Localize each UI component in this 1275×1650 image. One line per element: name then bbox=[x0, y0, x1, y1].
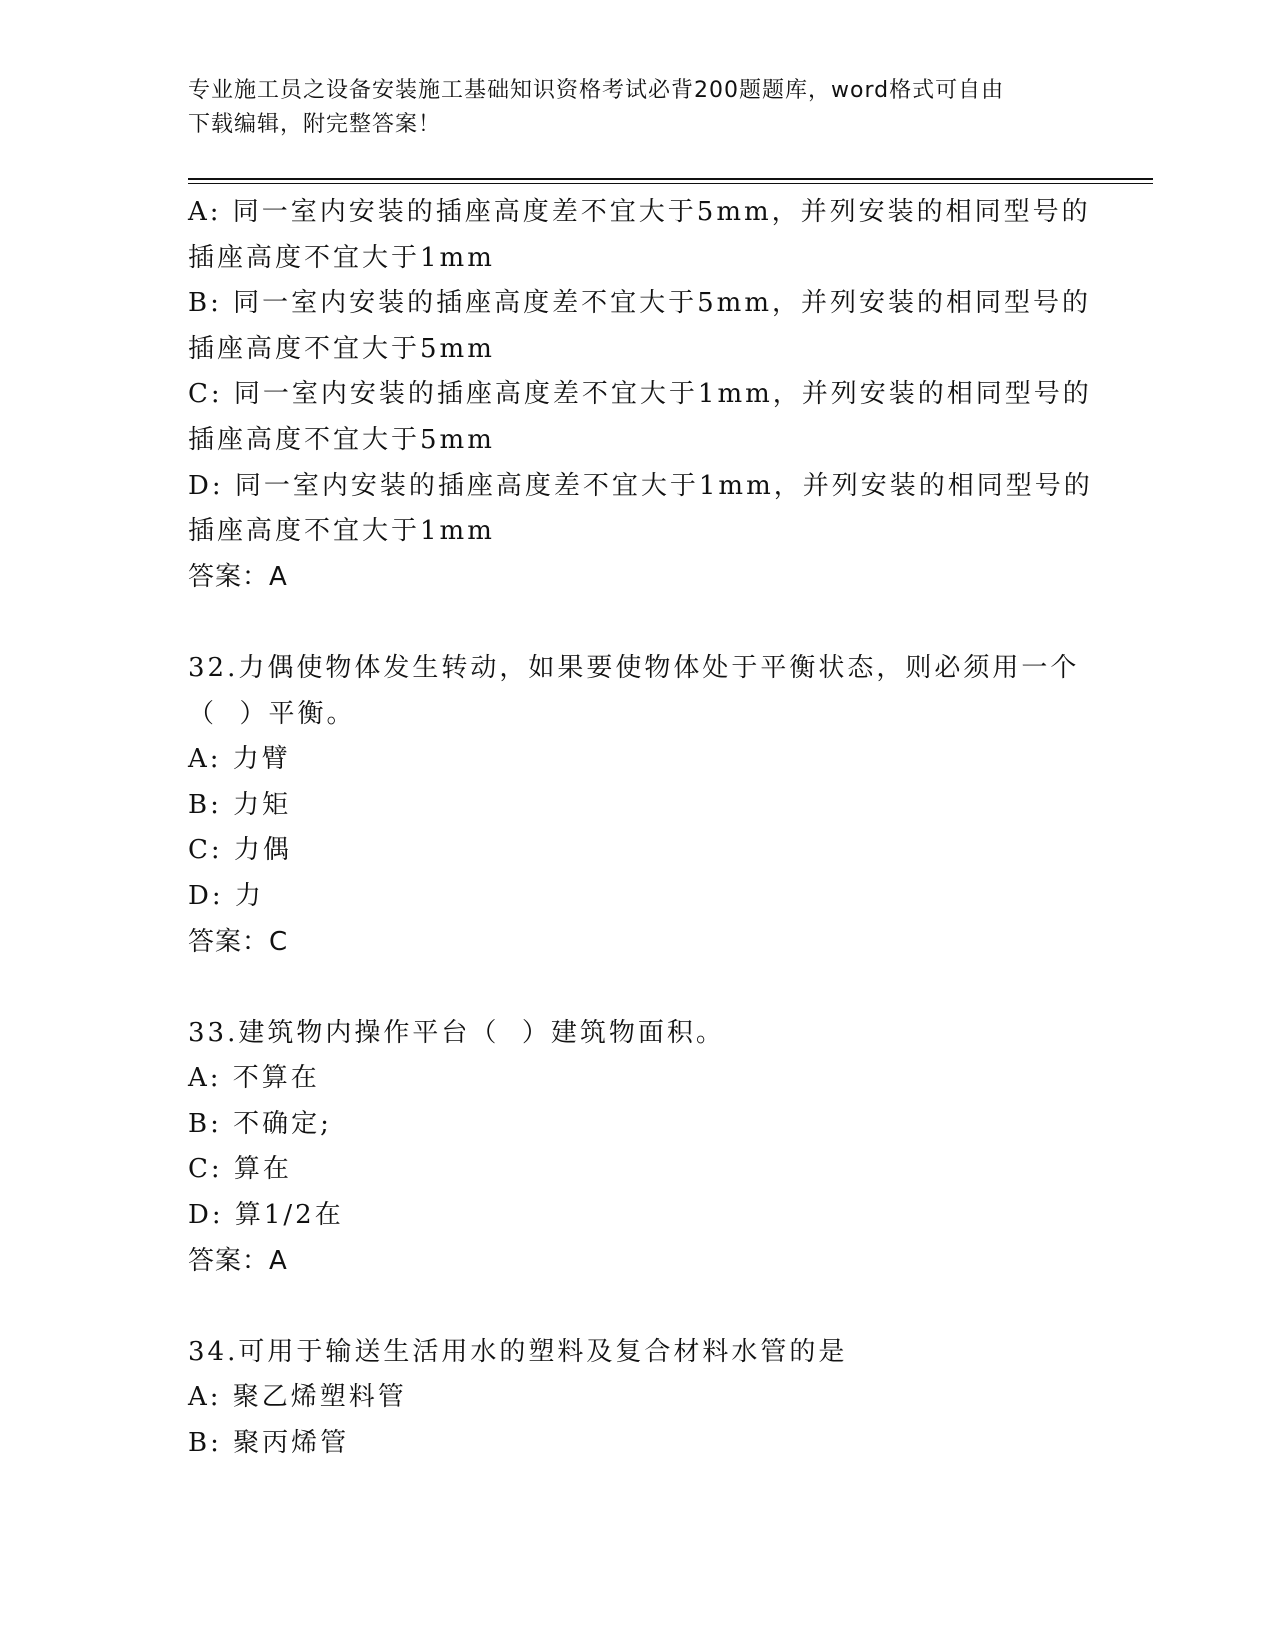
question-32-stem-line-1: 32.力偶使物体发生转动，如果要使物体处于平衡状态，则必须用一个 bbox=[188, 652, 1080, 683]
option-a: A: 聚乙烯塑料管 bbox=[188, 1382, 407, 1413]
question-32 bbox=[188, 646, 1088, 965]
header-line-1: 专业施工员之设备安装施工基础知识资格考试必背200题题库，word格式可自由 bbox=[188, 78, 1005, 103]
spacer bbox=[188, 965, 1088, 1011]
option-b-line-1: B: 同一室内安装的插座高度差不宜大于5mm，并列安装的相同型号的 bbox=[188, 288, 1091, 319]
question-32-stem-line-2: （ ）平衡。 bbox=[188, 698, 356, 729]
spacer bbox=[188, 600, 1088, 646]
header-divider-thick bbox=[188, 178, 1153, 180]
option-d-line-1: D: 同一室内安装的插座高度差不宜大于1mm，并列安装的相同型号的 bbox=[188, 470, 1093, 501]
option-c: C: 力偶 bbox=[188, 835, 292, 866]
option-a-line-1: A: 同一室内安装的插座高度差不宜大于5mm，并列安装的相同型号的 bbox=[188, 197, 1091, 227]
option-c-line-1: C: 同一室内安装的插座高度差不宜大于1mm，并列安装的相同型号的 bbox=[188, 379, 1092, 410]
option-d-line-2: 插座高度不宜大于1mm bbox=[188, 516, 495, 547]
answer-33: 答案：A bbox=[188, 1245, 288, 1276]
spacer bbox=[188, 1284, 1088, 1330]
option-a-line-2: 插座高度不宜大于1mm bbox=[188, 242, 495, 273]
option-c-line-2: 插座高度不宜大于5mm bbox=[188, 424, 495, 455]
answer-32: 答案：C bbox=[188, 926, 289, 957]
option-d: D: 力 bbox=[188, 880, 264, 911]
header-line-2: 下载编辑，附完整答案！ bbox=[188, 112, 442, 137]
option-b-line-2: 插座高度不宜大于5mm bbox=[188, 333, 495, 364]
option-b: B: 不确定; bbox=[188, 1108, 332, 1139]
question-33 bbox=[188, 1011, 1088, 1285]
document-header bbox=[188, 74, 1068, 142]
option-d: D: 算1/2在 bbox=[188, 1200, 344, 1231]
option-b: B: 力矩 bbox=[188, 789, 292, 820]
answer-31: 答案：A bbox=[188, 561, 288, 592]
question-31 bbox=[188, 190, 1093, 600]
option-b: B: 聚丙烯管 bbox=[188, 1428, 350, 1459]
option-a: A: 力臂 bbox=[188, 744, 291, 775]
option-c: C: 算在 bbox=[188, 1154, 292, 1185]
question-34-stem: 34.可用于输送生活用水的塑料及复合材料水管的是 bbox=[188, 1336, 848, 1367]
question-34 bbox=[188, 1330, 1088, 1467]
option-a: A: 不算在 bbox=[188, 1063, 320, 1094]
question-33-stem: 33.建筑物内操作平台（ ）建筑物面积。 bbox=[188, 1017, 725, 1048]
header-divider-thin bbox=[188, 183, 1153, 184]
question-content bbox=[188, 190, 1093, 1467]
